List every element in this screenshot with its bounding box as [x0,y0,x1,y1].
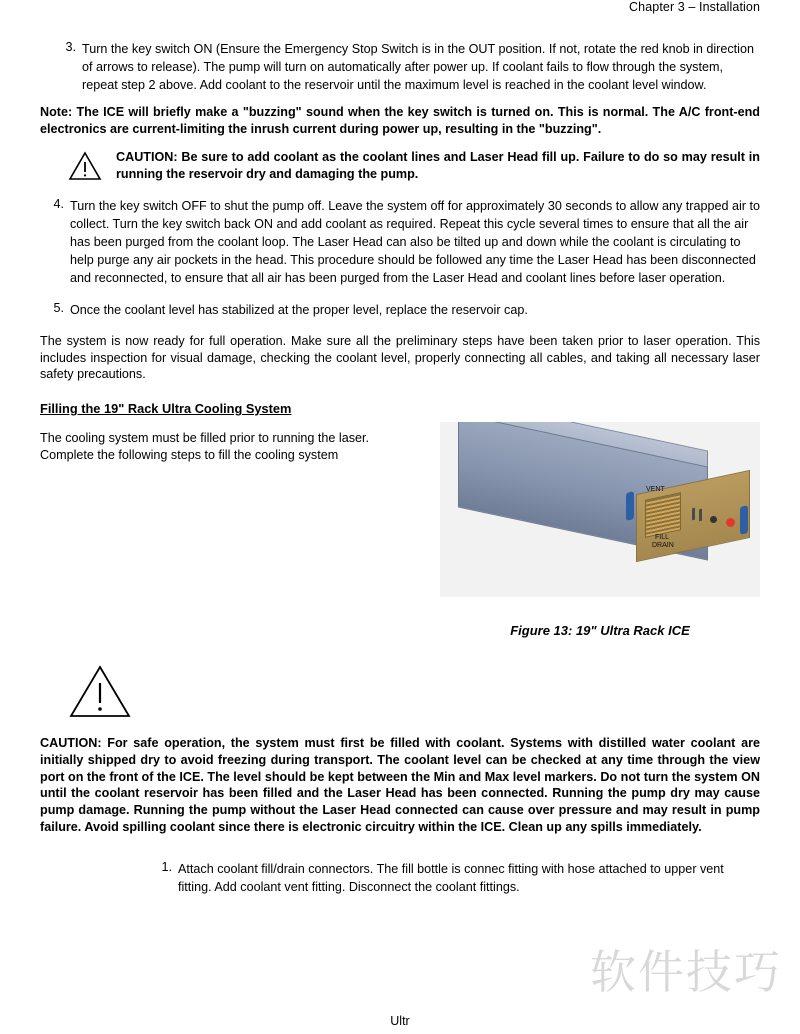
figure-caption: Figure 13: 19" Ultra Rack ICE [510,623,690,639]
step-number: 3. [65,40,76,54]
caution-top-row [40,149,760,182]
paragraph-system-ready: The system is now ready for full operation. Make sure all the preliminary steps have been taken prior to laser operation. This includes inspection for visual damage, checking the coolant level, properly connecting all cables, and taking all necessary laser safety precautions. [40,333,760,382]
note-block: Note: The ICE will briefly make a "buzzing" sound when the key switch is turned on. This is normal. The A/C front-end electronics are current-limiting the inrush current during power up, resulting in the "buzzing". [40,105,760,136]
watermark-text: 软件技巧 [590,945,782,999]
ice-handle-left [626,491,634,521]
list-item-step-5 [40,301,760,319]
figure-block [440,422,760,638]
figure-image-ice-rack [440,422,760,597]
step-number: 1. [161,859,172,874]
warning-triangle-icon-large [68,664,760,725]
section-intro-text: The cooling system must be filled prior to running the laser. Complete the following steps to fill the cooling system [40,431,369,462]
caution-top-text: CAUTION: Be sure to add coolant as the coolant lines and Laser Head fill up. Failure to do so may result in running the reservoir dry and damaging the pump. [116,150,760,182]
step-text: Turn the key switch ON (Ensure the Emergency Stop Switch is in the OUT position. If not, rotate the red knob in direction of arrows to release). The pump will turn on automatically after power up. If coolant fails to flow through the system, repeat step 2 above. Add coolant to the reservoir until the maximum level is reached in the coolant level window. [82,42,754,92]
ice-label-vent: VENT [646,486,665,494]
list-item-step-3 [40,40,760,94]
ice-switch-1 [692,508,695,521]
ice-label-drain: DRAIN [652,542,674,550]
ice-label-fill: FILL [655,534,670,542]
ice-switch-2 [699,509,702,522]
step-text: Once the coolant level has stabilized at the proper level, replace the reservoir cap. [70,302,528,317]
warning-triangle-icon [68,151,102,181]
step-text: Attach coolant fill/drain connectors. The fill bottle is connec fitting with hose attached to upper vent fitting. Add coolant vent fitting. Disconnect the coolant fittings. [178,861,724,894]
step-number: 5. [53,300,64,315]
page-footer: Ultr [390,1014,410,1028]
caution-large-text: CAUTION: For safe operation, the system must first be filled with coolant. Systems with distilled water coolant are initially shipped dry to avoid freezing during transport. The coolant level can be checked at any time through the view port on the front of the ICE. The level should be kept between the Min and Max level markers. Do not turn the system ON until the coolant reservoir has been filled and the Laser Head has been connected. Running the pump dry may cause pump damage. Running the pump without the Laser Head connected can cause over pressure and may result in pump failure. Avoid spilling coolant since there is electronic circuitry within the ICE. Clean up any spills immediately. [40,736,760,834]
list-item-step-1-bottom [148,860,760,896]
step-number: 4. [53,196,64,211]
section-heading: Filling the 19" Rack Ultra Cooling System [40,401,292,417]
ice-vent-grill [645,492,681,538]
step-text: Turn the key switch OFF to shut the pump off. Leave the system off for approximately 30 seconds to allow any trapped air to collect. Turn the key switch back ON and add coolant as required. Repeat this cycle several times to ensure that all the air has been purged from the coolant loop. The Laser Head can also be tilted up and down while the coolant is circulating to help purge any air pockets in the head. This procedure should be followed any time the Laser Head has been disconnected and reconnected, to ensure that all air has been purged from the Laser Head and coolant lines before laser operation. [70,198,760,285]
page-header: Chapter 3 – Installation [629,0,760,14]
list-item-step-4 [40,197,760,287]
section-body [40,430,760,639]
bottom-numbered-list [40,860,760,896]
page-content [40,40,760,906]
ice-handle-right [740,505,748,535]
